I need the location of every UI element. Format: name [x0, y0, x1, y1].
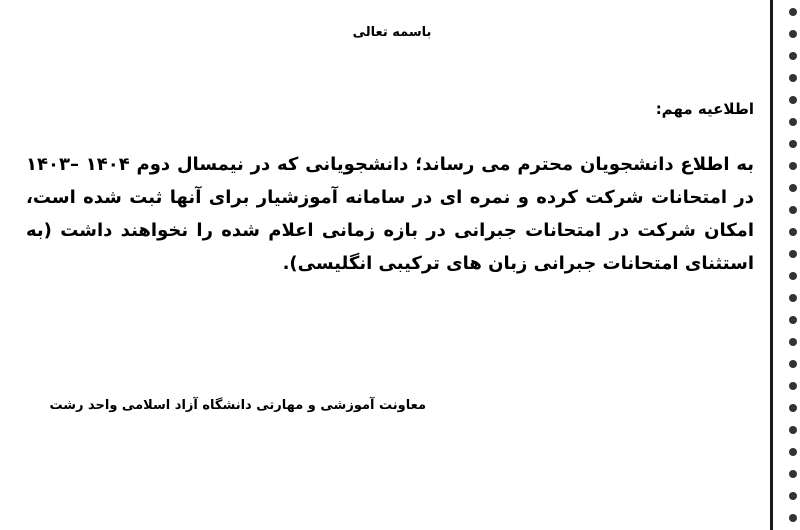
binding-hole: [789, 250, 797, 258]
binding-hole: [789, 228, 797, 236]
binding-hole: [789, 118, 797, 126]
binding-hole: [789, 338, 797, 346]
binding-hole: [789, 294, 797, 302]
binding-hole: [789, 272, 797, 280]
binding-hole: [789, 448, 797, 456]
signature-line: معاونت آموزشی و مهارتی دانشگاه آزاد اسلامی واحد رشت: [49, 398, 426, 413]
binding-hole: [789, 382, 797, 390]
spiral-binding: [784, 0, 800, 530]
binding-hole: [789, 74, 797, 82]
binding-hole: [789, 492, 797, 500]
binding-hole: [789, 514, 797, 522]
binding-hole: [789, 360, 797, 368]
page-border-line: [770, 0, 773, 530]
notice-label: اطلاعیه مهم:: [655, 100, 754, 118]
binding-hole: [789, 206, 797, 214]
binding-hole: [789, 184, 797, 192]
binding-hole: [789, 470, 797, 478]
document-heading: باسمه تعالی: [352, 25, 432, 40]
binding-hole: [789, 162, 797, 170]
binding-hole: [789, 52, 797, 60]
binding-hole: [789, 404, 797, 412]
binding-hole: [789, 140, 797, 148]
binding-hole: [789, 30, 797, 38]
binding-hole: [789, 426, 797, 434]
binding-hole: [789, 8, 797, 16]
notice-body: به اطلاع دانشجویان محترم می رساند؛ دانشجویانی که در نیمسال دوم ۱۴۰۴ –۱۴۰۳ در امتحانات شرکت کرده و نمره ای در سامانه آموزشیار برای آنها ثبت شده است، امکان شرکت در امتحانات جبرانی در بازه زمانی اعلام شده را نخواهند داشت (به استثنای امتحانات جبرانی زبان های ترکیبی انگلیسی).: [26, 154, 754, 274]
binding-hole: [789, 316, 797, 324]
binding-hole: [789, 96, 797, 104]
